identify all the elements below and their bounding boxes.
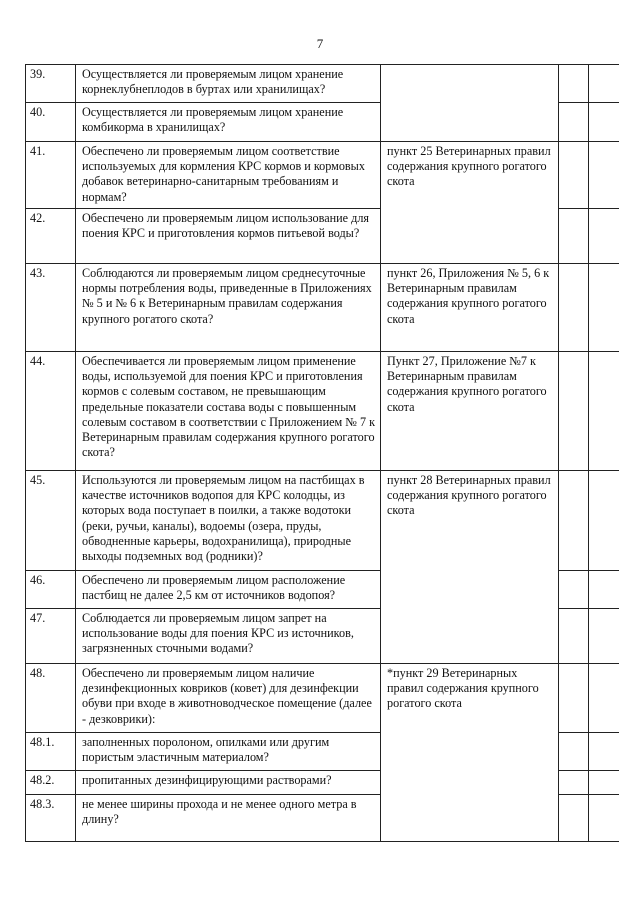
row-number: 48.	[26, 664, 76, 733]
answer-cell[interactable]	[559, 609, 589, 664]
checklist-table	[25, 64, 619, 842]
note-cell[interactable]	[589, 733, 619, 771]
note-cell[interactable]	[589, 142, 619, 209]
answer-cell[interactable]	[559, 771, 589, 795]
reference-cell: пункт 26, Приложения № 5, 6 к Ветеринарным правилам содержания крупного рогатого скота	[381, 264, 559, 352]
page-number: 7	[316, 36, 324, 51]
answer-cell[interactable]	[559, 103, 589, 142]
answer-cell[interactable]	[559, 664, 589, 733]
note-cell[interactable]	[589, 65, 619, 103]
reference-cell: пункт 25 Ветеринарных правил содержания крупного рогатого скота	[381, 142, 559, 264]
row-number: 46.	[26, 571, 76, 609]
answer-cell[interactable]	[559, 733, 589, 771]
row-number: 48.1.	[26, 733, 76, 771]
answer-cell[interactable]	[559, 65, 589, 103]
answer-cell[interactable]	[559, 471, 589, 571]
table-row	[26, 264, 619, 352]
row-number: 39.	[26, 65, 76, 103]
row-question: Осуществляется ли проверяемым лицом хранение комбикорма в хранилищах?	[76, 103, 381, 142]
answer-cell[interactable]	[559, 209, 589, 264]
answer-cell[interactable]	[559, 571, 589, 609]
table-row	[26, 65, 619, 103]
note-cell[interactable]	[589, 795, 619, 842]
row-question: Обеспечено ли проверяемым лицом наличие дезинфекционных ковриков (ковет) для дезинфекции обуви при входе в животноводческое помещение (далее - дезковрики):	[76, 664, 381, 733]
row-number: 48.3.	[26, 795, 76, 842]
row-question: Обеспечено ли проверяемым лицом расположение пастбищ не далее 2,5 км от источников водопоя?	[76, 571, 381, 609]
reference-cell: пункт 28 Ветеринарных правил содержания крупного рогатого скота	[381, 471, 559, 664]
row-question: Обеспечивается ли проверяемым лицом применение воды, используемой для поения КРС и приготовления кормов с солевым составом, не превышающим предельные показатели состава воды с повышенным солевым составом в соответствии с Приложением № 7 к Ветеринарным правилам содержания крупного рогатого скота?	[76, 352, 381, 471]
note-cell[interactable]	[589, 471, 619, 571]
table-row	[26, 352, 619, 471]
note-cell[interactable]	[589, 609, 619, 664]
row-number: 48.2.	[26, 771, 76, 795]
row-number: 41.	[26, 142, 76, 209]
row-question: не менее ширины прохода и не менее одного метра в длину?	[76, 795, 381, 842]
reference-cell: Пункт 27, Приложение №7 к Ветеринарным правилам содержания крупного рогатого скота	[381, 352, 559, 471]
note-cell[interactable]	[589, 264, 619, 352]
row-number: 44.	[26, 352, 76, 471]
row-question: Соблюдается ли проверяемым лицом запрет на использование воды для поения КРС из источников, загрязненных сточными водами?	[76, 609, 381, 664]
table-row	[26, 142, 619, 209]
row-question: Осуществляется ли проверяемым лицом хранение корнеклубнеплодов в буртах или хранилищах?	[76, 65, 381, 103]
note-cell[interactable]	[589, 103, 619, 142]
row-question: заполненных поролоном, опилками или другим пористым эластичным материалом?	[76, 733, 381, 771]
row-question: Соблюдаются ли проверяемым лицом среднесуточные нормы потребления воды, приведенные в Приложениях № 5 и № 6 к Ветеринарным правилам содержания крупного рогатого скота?	[76, 264, 381, 352]
row-question: Обеспечено ли проверяемым лицом использование для поения КРС и приготовления кормов питьевой воды?	[76, 209, 381, 264]
row-number: 40.	[26, 103, 76, 142]
note-cell[interactable]	[589, 209, 619, 264]
row-question: Обеспечено ли проверяемым лицом соответствие используемых для кормления КРС кормов и кормовых добавок ветеринарно-санитарным требованиям и нормам?	[76, 142, 381, 209]
row-number: 47.	[26, 609, 76, 664]
answer-cell[interactable]	[559, 142, 589, 209]
row-number: 43.	[26, 264, 76, 352]
row-number: 45.	[26, 471, 76, 571]
note-cell[interactable]	[589, 771, 619, 795]
row-number: 42.	[26, 209, 76, 264]
table-row	[26, 471, 619, 571]
answer-cell[interactable]	[559, 352, 589, 471]
row-question: пропитанных дезинфицирующими растворами?	[76, 771, 381, 795]
note-cell[interactable]	[589, 352, 619, 471]
table-row	[26, 664, 619, 733]
note-cell[interactable]	[589, 664, 619, 733]
reference-cell	[381, 65, 559, 142]
note-cell[interactable]	[589, 571, 619, 609]
answer-cell[interactable]	[559, 795, 589, 842]
row-question: Используются ли проверяемым лицом на пастбищах в качестве источников водопоя для КРС колодцы, из которых вода поступает в поилки, а также водотоки (реки, ручьи, каналы), водоемы (озера, пруды, обводненные карьеры, водохранилища), природные выходы подземных вод (родники)?	[76, 471, 381, 571]
reference-cell: *пункт 29 Ветеринарных правил содержания крупного рогатого скота	[381, 664, 559, 842]
answer-cell[interactable]	[559, 264, 589, 352]
